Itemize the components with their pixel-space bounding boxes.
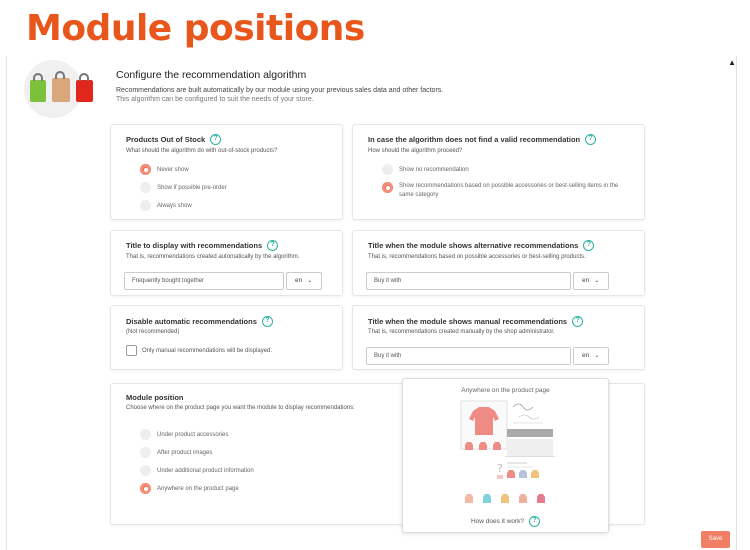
position-after-images[interactable] bbox=[140, 447, 212, 458]
title-alternative-card bbox=[352, 230, 645, 296]
radio[interactable] bbox=[140, 447, 151, 458]
title-manual-title bbox=[368, 316, 583, 327]
option-label: Show no recommendation bbox=[399, 166, 469, 173]
title-alternative-title bbox=[368, 240, 594, 251]
manual-only-checkbox-row[interactable] bbox=[126, 345, 272, 356]
language-select[interactable] bbox=[286, 272, 322, 290]
save-button[interactable]: Save bbox=[701, 531, 730, 548]
title-display-card bbox=[110, 230, 343, 296]
option-label: Under additional product information bbox=[157, 467, 254, 474]
disable-auto-subtitle: (Not recommended) bbox=[126, 329, 180, 335]
title-alternative-title-text: Title when the module shows alternative recommendations bbox=[368, 241, 579, 250]
option-label: Never show bbox=[157, 166, 189, 173]
option-label: Anywhere on the product page bbox=[157, 485, 239, 492]
disable-auto-card bbox=[110, 305, 343, 370]
title-manual-input[interactable]: Buy it with bbox=[366, 347, 571, 365]
help-icon[interactable]: ? bbox=[210, 134, 221, 145]
position-preview bbox=[402, 378, 609, 533]
radio-selected[interactable] bbox=[140, 164, 151, 175]
title-manual-subtitle: That is, recommendations created manually by the shop administrator. bbox=[368, 329, 555, 335]
no-valid-card bbox=[352, 124, 645, 220]
chevron-down-icon: ⌄ bbox=[307, 278, 313, 284]
radio-selected[interactable] bbox=[382, 182, 393, 193]
config-title: Configure the recommendation algorithm bbox=[116, 69, 307, 81]
title-display-input[interactable]: Frequently bought together bbox=[124, 272, 284, 290]
language-select[interactable] bbox=[573, 347, 609, 365]
how-it-works-label: How does it work? bbox=[470, 518, 525, 525]
manual-only-checkbox[interactable] bbox=[126, 345, 137, 356]
config-desc-line: Recommendations are built automatically by our module using your previous sales data and other factors. bbox=[116, 87, 444, 94]
help-icon[interactable]: ? bbox=[572, 316, 583, 327]
out-of-stock-card bbox=[110, 124, 343, 220]
option-show-alternatives[interactable] bbox=[382, 182, 632, 200]
green-bag-icon bbox=[30, 80, 46, 102]
product-page-illustration bbox=[403, 379, 610, 534]
position-anywhere[interactable] bbox=[140, 483, 239, 494]
no-valid-title bbox=[368, 134, 596, 145]
out-of-stock-title-text: Products Out of Stock bbox=[126, 135, 206, 144]
title-display-title bbox=[126, 240, 278, 251]
language-select[interactable] bbox=[573, 272, 609, 290]
lang-value: en bbox=[295, 277, 303, 284]
option-label: Always show bbox=[157, 202, 192, 209]
radio[interactable] bbox=[140, 200, 151, 211]
module-position-title: Module position bbox=[126, 393, 184, 402]
config-description bbox=[116, 86, 443, 104]
help-icon[interactable]: ? bbox=[529, 516, 540, 527]
radio[interactable] bbox=[140, 182, 151, 193]
title-alternative-input[interactable]: Buy it with bbox=[366, 272, 571, 290]
lang-value: en bbox=[582, 352, 590, 359]
title-manual-card bbox=[352, 305, 645, 370]
beige-bag-icon bbox=[52, 78, 70, 102]
config-desc-sub: This algorithm can be configured to suit the needs of your store. bbox=[116, 96, 314, 103]
title-display-subtitle: That is, recommendations created automatically by the algorithm. bbox=[126, 254, 300, 260]
red-bag-icon bbox=[76, 80, 93, 102]
out-of-stock-title bbox=[126, 134, 221, 145]
disable-auto-title-text: Disable automatic recommendations bbox=[126, 317, 257, 326]
option-always-show[interactable] bbox=[140, 200, 192, 211]
title-manual-title-text: Title when the module shows manual recommendations bbox=[368, 317, 568, 326]
scroll-up-icon[interactable]: ▲ bbox=[728, 58, 736, 67]
help-icon[interactable]: ? bbox=[262, 316, 273, 327]
help-icon[interactable]: ? bbox=[585, 134, 596, 145]
option-label: After product images bbox=[157, 449, 213, 456]
how-it-works[interactable] bbox=[403, 516, 608, 527]
option-show-none[interactable] bbox=[382, 164, 469, 175]
svg-text:?: ? bbox=[497, 462, 503, 475]
preview-title: Anywhere on the product page bbox=[461, 387, 550, 394]
option-never-show[interactable] bbox=[140, 164, 189, 175]
radio-selected[interactable] bbox=[140, 483, 151, 494]
no-valid-title-text: In case the algorithm does not find a valid recommendation bbox=[368, 135, 581, 144]
checkbox-label: Only manual recommendations will be displayed. bbox=[142, 347, 273, 354]
position-under-accessories[interactable] bbox=[140, 429, 228, 440]
option-label: Show if possible pre-order bbox=[157, 184, 227, 191]
help-icon[interactable]: ? bbox=[583, 240, 594, 251]
no-valid-subtitle: How should the algorithm proceed? bbox=[368, 148, 463, 154]
out-of-stock-subtitle: What should the algorithm do with out-of-stock products? bbox=[126, 148, 278, 154]
radio[interactable] bbox=[140, 429, 151, 440]
help-icon[interactable]: ? bbox=[267, 240, 278, 251]
radio[interactable] bbox=[382, 164, 393, 175]
module-logo bbox=[24, 60, 100, 118]
option-pre-order[interactable] bbox=[140, 182, 227, 193]
module-position-subtitle: Choose where on the product page you want the module to display recommendations: bbox=[126, 405, 355, 411]
chevron-down-icon: ⌄ bbox=[594, 278, 600, 284]
chevron-down-icon: ⌄ bbox=[594, 353, 600, 359]
option-label: Under product accessories bbox=[157, 431, 229, 438]
radio[interactable] bbox=[140, 465, 151, 476]
position-under-info[interactable] bbox=[140, 465, 254, 476]
title-alternative-subtitle: That is, recommendations based on possible accessories or best-selling products. bbox=[368, 254, 586, 260]
title-display-title-text: Title to display with recommendations bbox=[126, 241, 263, 250]
lang-value: en bbox=[582, 277, 590, 284]
page-heading: Module positions bbox=[26, 8, 365, 49]
disable-auto-title bbox=[126, 316, 273, 327]
option-label: Show recommendations based on possible accessories or best-selling items in the same category bbox=[399, 183, 619, 198]
